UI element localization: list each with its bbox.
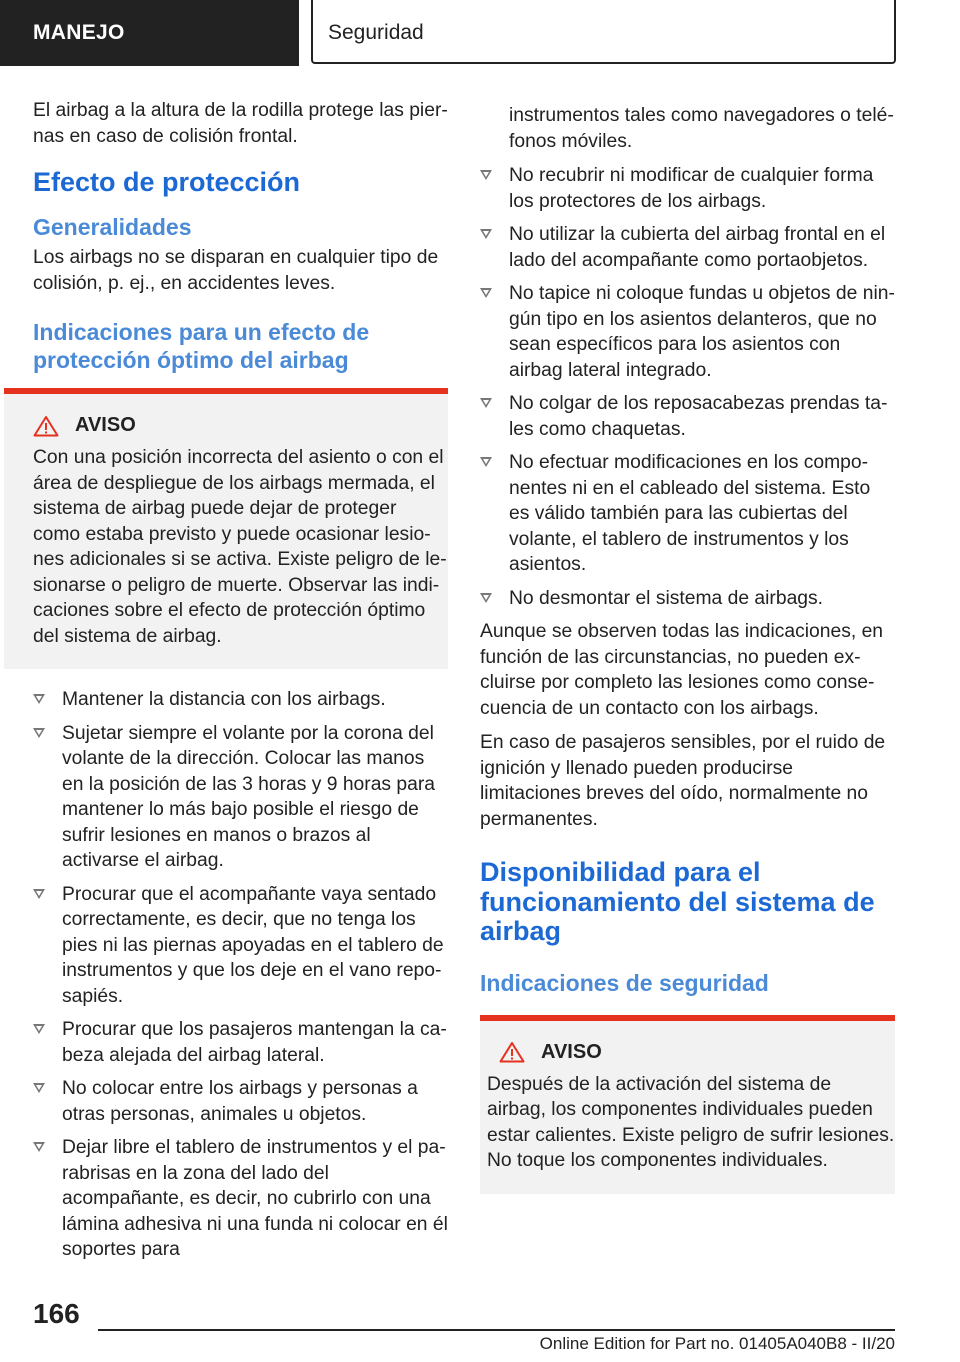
warning-box — [4, 388, 448, 669]
list-item: No tapice ni coloque fundas u objetos de ningún tipo en los asientos delanteros, que no sean específicos para los asientos con airbag lateral integrado. — [480, 281, 895, 383]
list-item: Mantener la distancia con los airbags. — [33, 687, 448, 713]
heading-protection-effect: Efecto de protección — [33, 167, 301, 197]
footer-edition: Online Edition for Part no. 01405A040B8 - II/20 — [539, 1334, 895, 1353]
triangle-bullet-icon — [480, 288, 492, 298]
triangle-bullet-icon — [33, 694, 45, 704]
triangle-bullet-icon — [480, 398, 492, 408]
list-item: No recubrir ni modificar de cualquier forma los protectores de los airbags. — [480, 163, 895, 214]
heading-indications: Indicaciones para un efecto de protección óptimo del airbag — [33, 319, 370, 373]
paragraph-injury-risk: Aunque se observen todas las indicaciones, en función de las circunstancias, no pueden excluirse por completo las lesiones como consecuencia de un contacto con los airbags. — [480, 621, 884, 719]
section-tab: MANEJO — [0, 0, 299, 66]
list-item: No utilizar la cubierta del airbag frontal en el lado del acompañante como portaobjetos. — [480, 222, 895, 273]
list-item: Procurar que el acompañante vaya sentado correctamente, es decir, que no tenga los pies ni las piernas apoyadas en el tablero de instrumentos y que los deje en el vano reposapiés. — [33, 882, 448, 1010]
warning-header — [487, 1041, 895, 1064]
page-header — [0, 0, 960, 66]
warning-text: Con una posición incorrecta del asiento o con el área de despliegue de los airbags mermada, el sistema de airbag puede dejar de proteger como estaba previsto y puede ocasionar lesiones adicionales si se activa. Existe peligro de lesionarse o peligro de muerte. Observar las indicaciones sobre el efecto de protección óptimo del sistema de airbag. — [33, 447, 447, 647]
triangle-bullet-icon — [33, 1024, 45, 1034]
triangle-bullet-icon — [33, 1083, 45, 1093]
chapter-tab: Seguridad — [311, 0, 896, 64]
triangle-bullet-icon — [480, 457, 492, 467]
warning-text: Después de la activación del sistema de airbag, los componentes individuales pueden estar calientes. Existe peligro de sufrir lesiones. No toque los componentes individuales. — [487, 1073, 895, 1171]
page-number: 166 — [33, 1298, 80, 1329]
heading-safety-notes: Indicaciones de seguridad — [480, 969, 769, 996]
warning-triangle-icon — [33, 415, 59, 437]
heading-availability: Disponibilidad para el funcionamiento del sistema de airbag — [480, 857, 875, 946]
intro-paragraph: El airbag a la altura de la rodilla protege las piernas en caso de colisión frontal. — [33, 100, 448, 147]
left-column — [33, 98, 448, 1271]
heading-general: Generalidades — [33, 214, 192, 240]
warning-title: AVISO — [541, 1040, 602, 1063]
list-item: No colocar entre los airbags y personas a otras personas, animales u objetos. — [33, 1076, 448, 1127]
general-paragraph: Los airbags no se disparan en cualquier tipo de colisión, p. ej., en accidentes leves. — [33, 247, 439, 294]
list-item: Dejar libre el tablero de instrumentos y el parabrisas en la zona del lado del acompañante, es decir, no cubrirlo con una lámina adhesiva ni una funda ni colocar en él soportes para — [33, 1135, 448, 1263]
list-item: No desmontar el sistema de airbags. — [480, 586, 895, 612]
list-item: Sujetar siempre el volante por la corona del volante de la dirección. Colocar las manos en la posición de las 3 horas y 9 horas para mantener lo más bajo posible el riesgo de sufrir lesiones en manos o brazos al activarse el airbag. — [33, 721, 448, 874]
list-item: No efectuar modificaciones en los componentes ni en el cableado del sistema. Esto es válido también para las cubiertas del volante, el tablero de instrumentos y los asientos. — [480, 450, 895, 578]
bullet-list-left — [33, 687, 448, 1263]
triangle-bullet-icon — [480, 593, 492, 603]
bullet-list-right — [480, 163, 895, 611]
warning-triangle-icon — [499, 1041, 525, 1063]
warning-box — [480, 1015, 895, 1194]
triangle-bullet-icon — [33, 1142, 45, 1152]
list-item: Procurar que los pasajeros mantengan la cabeza alejada del airbag lateral. — [33, 1017, 448, 1068]
triangle-bullet-icon — [480, 229, 492, 239]
triangle-bullet-icon — [33, 728, 45, 738]
triangle-bullet-icon — [480, 170, 492, 180]
triangle-bullet-icon — [33, 889, 45, 899]
continuation-text: instrumentos tales como navegadores o teléfonos móviles. — [509, 105, 894, 152]
right-column — [480, 103, 895, 1212]
warning-title: AVISO — [75, 414, 136, 436]
footer-divider — [98, 1329, 895, 1331]
warning-header — [33, 414, 448, 437]
list-item: No colgar de los reposacabezas prendas tales como chaquetas. — [480, 391, 895, 442]
paragraph-hearing: En caso de pasajeros sensibles, por el ruido de ignición y llenado pueden producirse limitaciones breves del oído, normalmente no permanentes. — [480, 732, 886, 830]
